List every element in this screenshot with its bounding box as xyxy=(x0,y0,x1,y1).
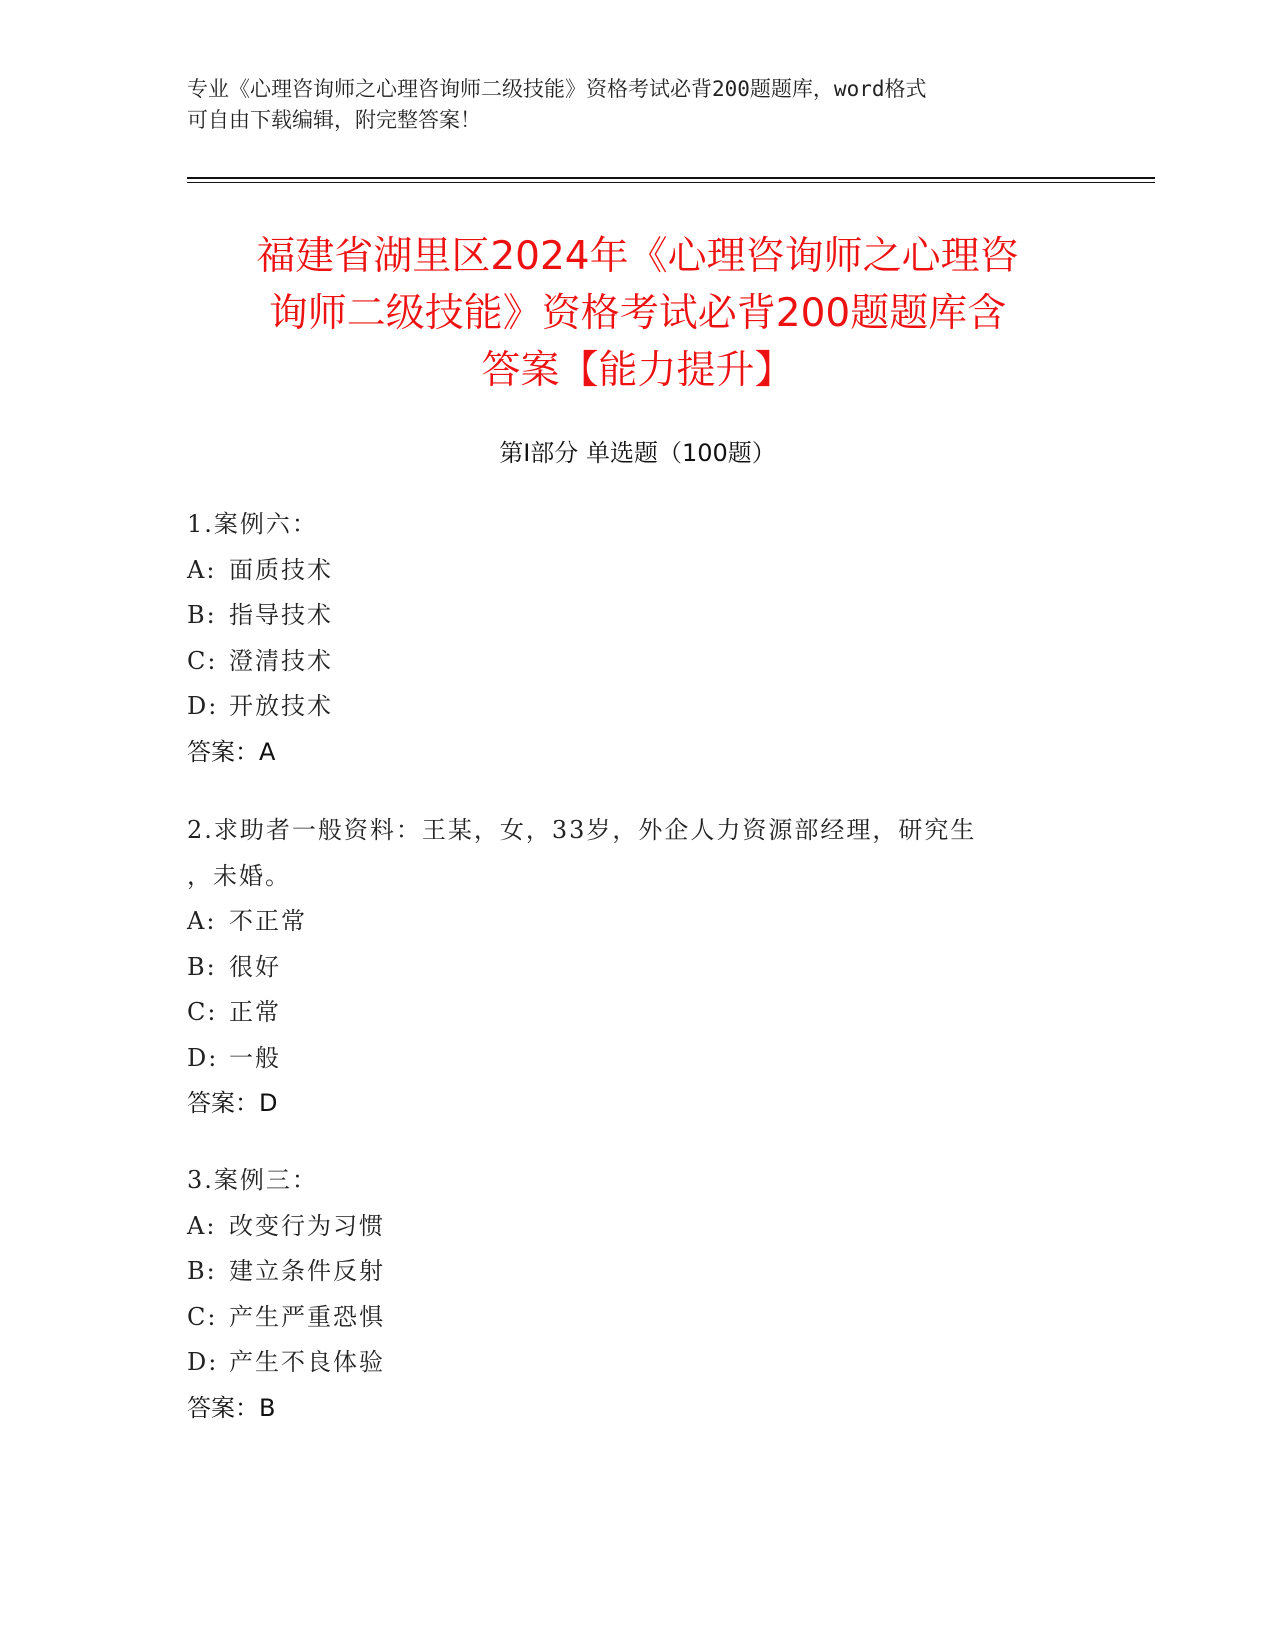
option-text: 改变行为习惯 xyxy=(229,1211,385,1240)
section-heading: 第Ⅰ部分 单选题（100题） xyxy=(499,439,776,467)
title-line-3: 答案【能力提升】 xyxy=(481,348,794,393)
question-stem: 3.案例三： xyxy=(187,1166,318,1194)
option-key: B: xyxy=(187,952,217,981)
option-a xyxy=(187,1204,1087,1250)
option-key: C: xyxy=(187,646,218,675)
option-key: D: xyxy=(187,1348,219,1376)
option-text: 面质技术 xyxy=(229,555,333,584)
option-key: A: xyxy=(187,907,217,935)
question-stem: 1.案例六： xyxy=(187,510,318,538)
question-3 xyxy=(187,1158,1087,1431)
option-text: 不正常 xyxy=(229,907,307,935)
option-text: 开放技术 xyxy=(229,692,333,720)
document-title xyxy=(150,228,1125,399)
option-key: B: xyxy=(187,601,217,629)
option-text: 澄清技术 xyxy=(229,646,333,675)
option-b xyxy=(187,945,1087,991)
option-d xyxy=(187,1036,1087,1082)
answer-line: 答案：B xyxy=(187,1393,276,1422)
option-key: A: xyxy=(187,555,217,584)
title-line-2: 询师二级技能》资格考试必背200题题库含 xyxy=(268,291,1007,336)
option-key: C: xyxy=(187,998,218,1026)
question-2 xyxy=(187,808,1087,1127)
answer-line: 答案：A xyxy=(187,737,276,766)
option-d xyxy=(187,1340,1087,1386)
option-text: 一般 xyxy=(229,1043,281,1072)
option-key: D: xyxy=(187,692,219,720)
header-note-line-2: 可自由下载编辑，附完整答案！ xyxy=(187,108,481,132)
option-d xyxy=(187,684,1087,730)
answer-line: 答案：D xyxy=(187,1089,278,1117)
title-line-1: 福建省湖里区2024年《心理咨询师之心理咨 xyxy=(256,234,1019,279)
option-key: D: xyxy=(187,1043,219,1072)
option-a xyxy=(187,548,1087,594)
header-divider-thick xyxy=(187,177,1155,179)
option-text: 指导技术 xyxy=(229,601,333,629)
question-stem-continued: ，未婚。 xyxy=(187,861,291,890)
option-text: 产生严重恐惧 xyxy=(229,1302,385,1331)
option-c xyxy=(187,990,1087,1036)
option-c xyxy=(187,1295,1087,1341)
option-b xyxy=(187,593,1087,639)
option-text: 很好 xyxy=(229,952,281,981)
option-key: B: xyxy=(187,1257,217,1285)
question-1 xyxy=(187,502,1087,775)
option-key: C: xyxy=(187,1302,218,1331)
question-stem: 2.求助者一般资料：王某，女，33岁，外企人力资源部经理，研究生 xyxy=(187,816,977,844)
option-c xyxy=(187,639,1087,685)
option-text: 建立条件反射 xyxy=(229,1257,385,1285)
option-key: A: xyxy=(187,1211,217,1240)
option-a xyxy=(187,899,1087,945)
header-note xyxy=(187,74,1087,136)
header-note-line-1: 专业《心理咨询师之心理咨询师二级技能》资格考试必背200题题库，word格式 xyxy=(187,77,927,101)
option-b xyxy=(187,1249,1087,1295)
option-text: 正常 xyxy=(229,998,281,1026)
header-divider-thin xyxy=(187,182,1155,183)
option-text: 产生不良体验 xyxy=(229,1348,385,1376)
